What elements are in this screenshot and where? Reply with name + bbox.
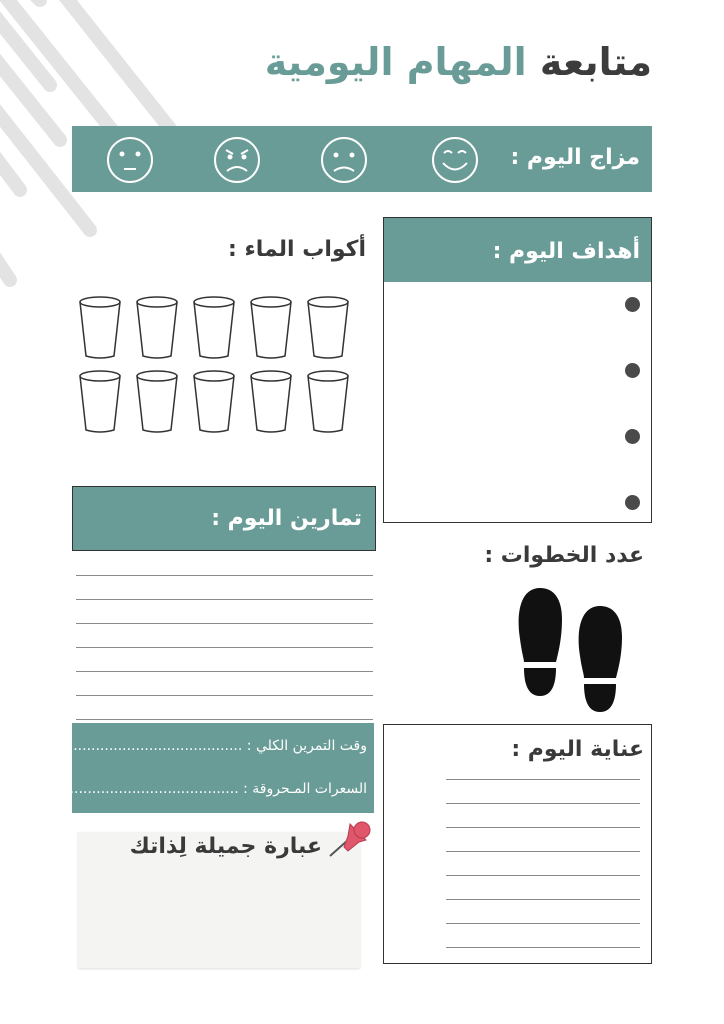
- total-time-field[interactable]: وقت التمرين الكلي : ..........................................: [55, 738, 367, 754]
- care-line[interactable]: [446, 803, 640, 804]
- care-line[interactable]: [446, 875, 640, 876]
- footprints-icon: [510, 584, 630, 720]
- cup-icon[interactable]: [80, 297, 120, 358]
- goals-label: أهداف اليوم :: [492, 239, 640, 264]
- goal-bullet[interactable]: [625, 495, 640, 510]
- goal-bullet[interactable]: [625, 363, 640, 378]
- cup-icon[interactable]: [251, 371, 291, 432]
- care-line[interactable]: [446, 827, 640, 828]
- cup-icon[interactable]: [308, 371, 348, 432]
- care-line[interactable]: [446, 851, 640, 852]
- exercise-line[interactable]: [76, 647, 373, 648]
- happy-face-icon[interactable]: [433, 138, 477, 182]
- cup-icon[interactable]: [251, 297, 291, 358]
- page-title: [265, 40, 652, 84]
- care-label: عناية اليوم :: [511, 737, 644, 762]
- cup-icon[interactable]: [194, 371, 234, 432]
- exercise-line[interactable]: [76, 671, 373, 672]
- exercise-line[interactable]: [76, 575, 373, 576]
- exercise-line[interactable]: [76, 719, 373, 720]
- mood-label: مزاج اليوم :: [510, 145, 640, 170]
- title-dark: متابعة: [539, 40, 652, 84]
- care-line[interactable]: [446, 947, 640, 948]
- goal-bullet[interactable]: [625, 429, 640, 444]
- mood-faces: [100, 132, 490, 188]
- sad-face-icon[interactable]: [322, 138, 366, 182]
- care-line[interactable]: [446, 779, 640, 780]
- title-accent: المهام اليومية: [264, 40, 527, 84]
- steps-label: عدد الخطوات :: [484, 543, 644, 568]
- goal-bullet[interactable]: [625, 297, 640, 312]
- cup-icon[interactable]: [194, 297, 234, 358]
- angry-face-icon[interactable]: [215, 138, 259, 182]
- care-line[interactable]: [446, 923, 640, 924]
- exercise-line[interactable]: [76, 599, 373, 600]
- cup-icon[interactable]: [137, 297, 177, 358]
- neutral-face-icon[interactable]: [108, 138, 152, 182]
- exercise-label: تمارين اليوم :: [211, 506, 362, 531]
- care-line[interactable]: [446, 899, 640, 900]
- exercise-line[interactable]: [76, 623, 373, 624]
- water-label: أكواب الماء :: [228, 237, 366, 262]
- exercise-summary-box: [72, 723, 374, 813]
- calories-field[interactable]: السعرات المـحروقة : ..........................................: [51, 781, 367, 797]
- quote-label: عبارة جميلة لِذاتك: [129, 834, 322, 859]
- exercise-line[interactable]: [76, 695, 373, 696]
- cup-icon[interactable]: [137, 371, 177, 432]
- pushpin-icon: [326, 818, 376, 860]
- water-cups: [74, 294, 359, 436]
- cup-icon[interactable]: [80, 371, 120, 432]
- cup-icon[interactable]: [308, 297, 348, 358]
